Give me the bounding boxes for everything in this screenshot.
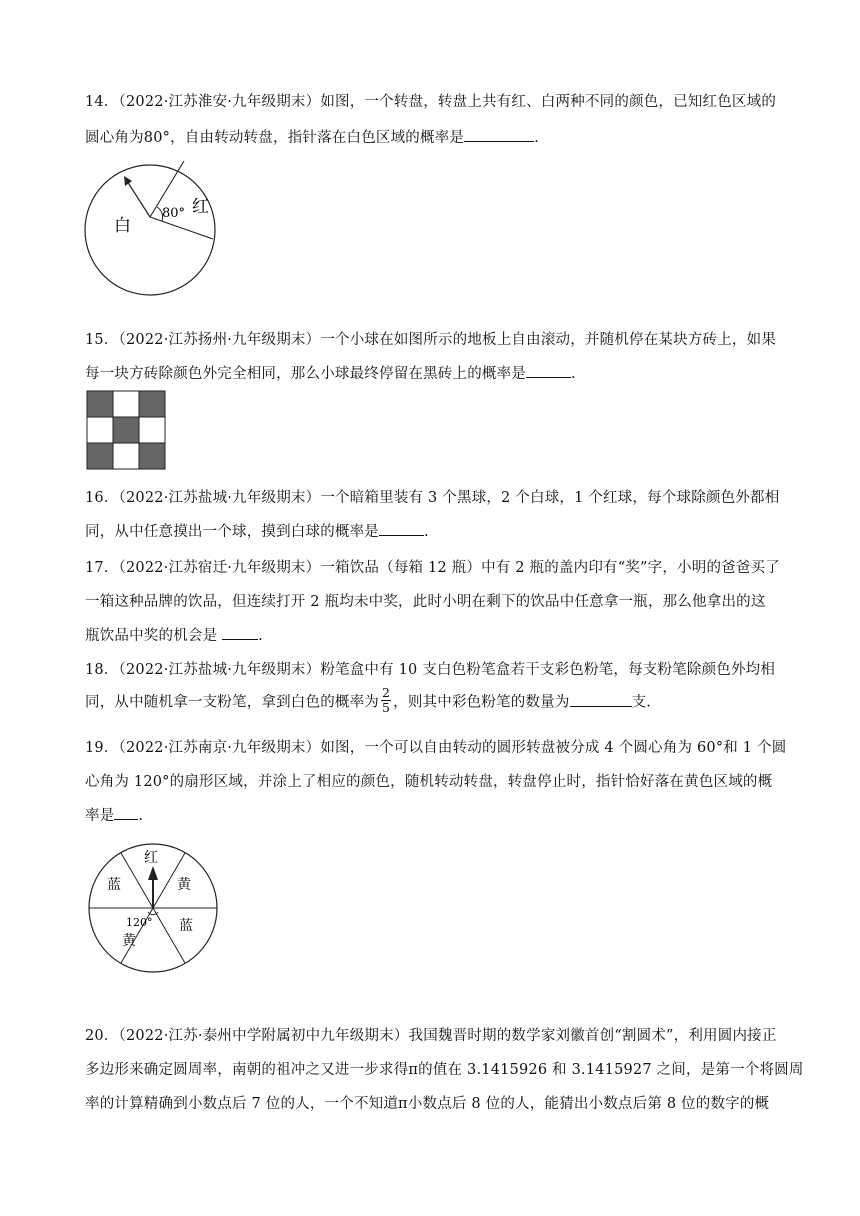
red-region-label: 红	[192, 197, 209, 217]
blue-sector-label: 蓝	[179, 918, 193, 934]
q20-line2: 多边形来确定圆周率，南朝的祖冲之又进一步求得π的值在 3.1415926 和 3.1415927 之间，是第一个将圆周	[85, 1062, 804, 1078]
answer-blank	[114, 807, 138, 820]
q17-text: 瓶饮品中奖的机会是	[85, 628, 223, 644]
q17-line3	[85, 624, 263, 645]
black-tile	[113, 417, 139, 443]
q20-line1: 20．（2022·江苏·泰州中学附属初中九年级期末）我国魏晋时期的数学家刘徽首创“割圆术”，利用圆内接正	[85, 1028, 777, 1044]
blue-sector-label: 蓝	[107, 877, 121, 893]
probability-fraction	[381, 686, 391, 715]
black-tile	[139, 443, 165, 469]
angle-label: 80°	[162, 206, 186, 221]
yellow-sector-label: 黄	[177, 877, 191, 893]
q17-period: .	[258, 628, 263, 644]
q19-line1: 19．（2022·江苏南京·九年级期末）如图，一个可以自由转动的圆形转盘被分成 4 个圆心角为 60°和 1 个圆	[85, 740, 787, 756]
q20-line3: 率的计算精确到小数点后 7 位的人，一个不知道π小数点后 8 位的人，能猜出小数点后第 8 位的数字的概	[85, 1096, 770, 1112]
answer-blank	[526, 365, 571, 378]
fraction-numerator: 2	[382, 685, 391, 700]
q16-line2	[85, 520, 429, 541]
q18-line1: 18．（2022·江苏盐城·九年级期末）粉笔盒中有 10 支白色粉笔盒若干支彩色粉笔，每支粉笔除颜色外均相	[85, 662, 776, 678]
q16-period: .	[424, 524, 429, 540]
q14-line1: 14．（2022·江苏淮安·九年级期末）如图，一个转盘，转盘上共有红、白两种不同的颜色，已知红色区域的	[85, 94, 777, 110]
q19-line2: 心角为 120°的扇形区域，并涂上了相应的颜色，随机转动转盘，转盘停止时，指针恰好落在黄色区域的概	[85, 774, 773, 790]
q15-line2	[85, 362, 576, 383]
red-sector-label: 红	[144, 850, 158, 866]
white-region-label: 白	[114, 216, 131, 236]
answer-blank	[570, 694, 632, 707]
black-tile	[87, 443, 113, 469]
q15-period: .	[571, 366, 576, 382]
answer-blank	[379, 523, 424, 536]
q15-text: 每一块方砖除颜色外完全相同，那么小球最终停留在黑砖上的概率是	[85, 366, 526, 382]
q15-floor-tiles-figure	[86, 390, 168, 470]
q18-unit: 支.	[631, 694, 652, 711]
yellow-sector-label: 黄	[122, 933, 136, 949]
q14-text: 圆心角为80°，自由转动转盘，指针落在白色区域的概率是	[85, 130, 465, 146]
q14-spinner-figure	[80, 155, 225, 305]
black-tile	[87, 391, 113, 417]
q16-line1: 16．（2022·江苏盐城·九年级期末）一个暗箱里装有 3 个黑球，2 个白球，1 个红球，每个球除颜色外都相	[85, 490, 780, 506]
answer-blank	[222, 627, 258, 640]
q14-period: .	[534, 130, 539, 146]
q14-line2	[85, 126, 539, 147]
q18-line2	[85, 685, 652, 717]
q19-period: .	[138, 808, 144, 824]
answer-blank	[464, 129, 534, 142]
q18-text-a: 同，从中随机拿一支粉笔，拿到白色的概率为	[85, 694, 379, 711]
q17-line2: 一箱这种品牌的饮品，但连续打开 2 瓶均未中奖，此时小明在剩下的饮品中任意拿一瓶，那么他拿出的这	[85, 594, 766, 610]
black-tile	[139, 391, 165, 417]
q19-text: 率是	[85, 808, 115, 824]
angle-label: 120°	[126, 916, 153, 929]
q19-spinner-figure	[85, 838, 225, 978]
spinner-circle	[85, 165, 215, 295]
q18-text-b: ，则其中彩色粉笔的数量为	[393, 694, 570, 711]
q16-text: 同，从中任意摸出一个球，摸到白球的概率是	[85, 524, 379, 540]
q15-line1: 15．（2022·江苏扬州·九年级期末）一个小球在如图所示的地板上自由滚动，并随机停在某块方砖上，如果	[85, 332, 777, 348]
q17-line1: 17．（2022·江苏宿迁·九年级期末）一箱饮品（每箱 12 瓶）中有 2 瓶的盖内印有“奖”字，小明的爸爸买了	[85, 560, 780, 576]
fraction-denominator: 5	[382, 700, 391, 715]
q19-line3	[85, 804, 143, 825]
